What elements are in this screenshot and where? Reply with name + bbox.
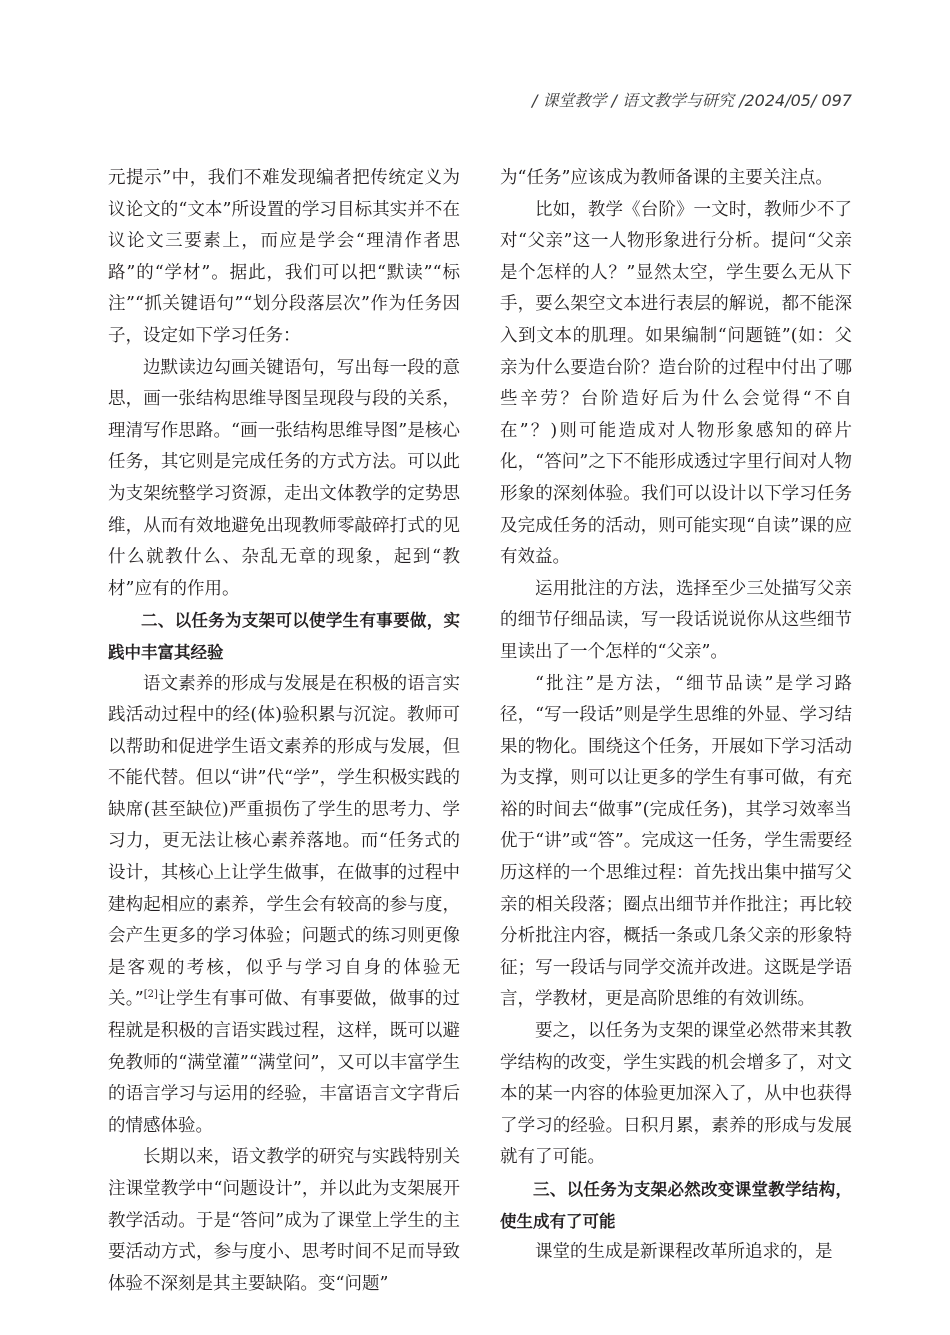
paragraph: 长期以来，语文教学的研究与实践特别关注课堂教学中“问题设计”，并以此为支架展开教学活动。于是“答问”成为了课堂上学生的主要活动方式，参与度小、思考时间不足而导致体验不深刻是其主要缺陷。变“问题” <box>108 1147 460 1294</box>
paragraph: 为“任务”应该成为教师备课的主要关注点。 <box>500 168 833 188</box>
paragraph-text: 让学生有事可做、有事要做，做事的过程就是积极的言语实践过程，这样，既可以避免教师的“满堂灌”“满堂问”，又可以丰富学生的语言学习与运用的经验，丰富语言文字背后的情感体验。 <box>108 989 461 1136</box>
paragraph: “批注”是方法，“细节品读”是学习路径，“写一段话”则是学生思维的外显、学习结果的物化。围绕这个任务，开展如下学习活动为支撑，则可以让更多的学生有事可做，有充裕的时间去“做事”(完成任务)，其学习效率当优于“讲”或“答”。完成这一任务，学生需要经历这样的一个思维过程：首先找出集中描写父亲的相关段落；圈点出细节并作批注；再比较分析批注内容，概括一条或几条父亲的形象特征；写一段话与同学交流并改进。这既是学语言，学教材，更是高阶思维的有效训练。 <box>500 673 852 1010</box>
paragraph: 运用批注的方法，选择至少三处描写父亲的细节仔细品读，写一段话说说你从这些细节里读出了一个怎样的“父亲”。 <box>500 578 852 662</box>
paragraph-with-citation <box>108 669 460 1143</box>
paragraph: 元提示”中，我们不难发现编者把传统定义为议论文的“文本”所设置的学习目标其实并不在议论文三要素上，而应是学会“理清作者思路”的“学材”。据此，我们可以把“默读”“标注”“抓关键语句”“划分段落层次”作为任务因子，设定如下学习任务： <box>108 168 460 346</box>
paragraph: 比如，教学《台阶》一文时，教师少不了对“父亲”这一人物形象进行分析。提问“父亲是个怎样的人？”显然太空，学生要么无从下手，要么架空文本进行表层的解说，都不能深入到文本的肌理。如果编制“问题链”(如：父亲为什么要造台阶？造台阶的过程中付出了哪些辛劳？台阶造好后为什么会觉得“不自在”？)则可能造成对人物形象感知的碎片化，“答问”之下不能形成透过字里行间对人物形象的深刻体验。我们可以设计以下学习任务及完成任务的活动，则可能实现“自读”课的应有效益。 <box>500 199 852 568</box>
paragraph: 边默读边勾画关键语句，写出每一段的意思，画一张结构思维导图呈现段与段的关系，理清写作思路。“画一张结构思维导图”是核心任务，其它则是完成任务的方式方法。可以此为支架统整学习资源，走出文体教学的定势思维，从而有效地避免出现教师零敲碎打式的见什么就教什么、杂乱无章的现象，起到“教材”应有的作用。 <box>108 357 460 599</box>
paragraph-text: 语文素养的形成与发展是在积极的语言实践活动过程中的经(体)验积累与沉淀。教师可以帮助和促进学生语文素养的形成与发展，但不能代替。但以“讲”代“学”，学生积极实践的缺席(甚至缺位)严重损伤了学生的思考力、学习力，更无法让核心素养落地。而“任务式的设计，其核心上让学生做事，在做事的过程中建构起相应的素养，学生会有较高的参与度，会产生更多的学习体验；问题式的练习则更像是客观的考核，似乎与学习自身的体验无关。” <box>108 673 460 1010</box>
running-header: / 课堂教学 / 语文教学与研究 /2024/05/ 097 <box>531 91 852 110</box>
citation-ref: [2] <box>143 989 158 1001</box>
paragraph: 要之，以任务为支架的课堂必然带来其教学结构的改变，学生实践的机会增多了，对文本的某一内容的体验更加深入了，从中也获得了学习的经验。日积月累，素养的形成与发展就有了可能。 <box>500 1021 852 1168</box>
right-column <box>500 163 852 1269</box>
section-heading: 三、以任务为支架必然改变课堂教学结构，使生成有了可能 <box>500 1180 852 1231</box>
paragraph: 课堂的生成是新课程改革所追求的，是 <box>535 1242 833 1263</box>
section-heading: 二、以任务为支架可以使学生有事要做，实践中丰富其经验 <box>108 611 460 662</box>
left-column <box>108 163 460 1300</box>
